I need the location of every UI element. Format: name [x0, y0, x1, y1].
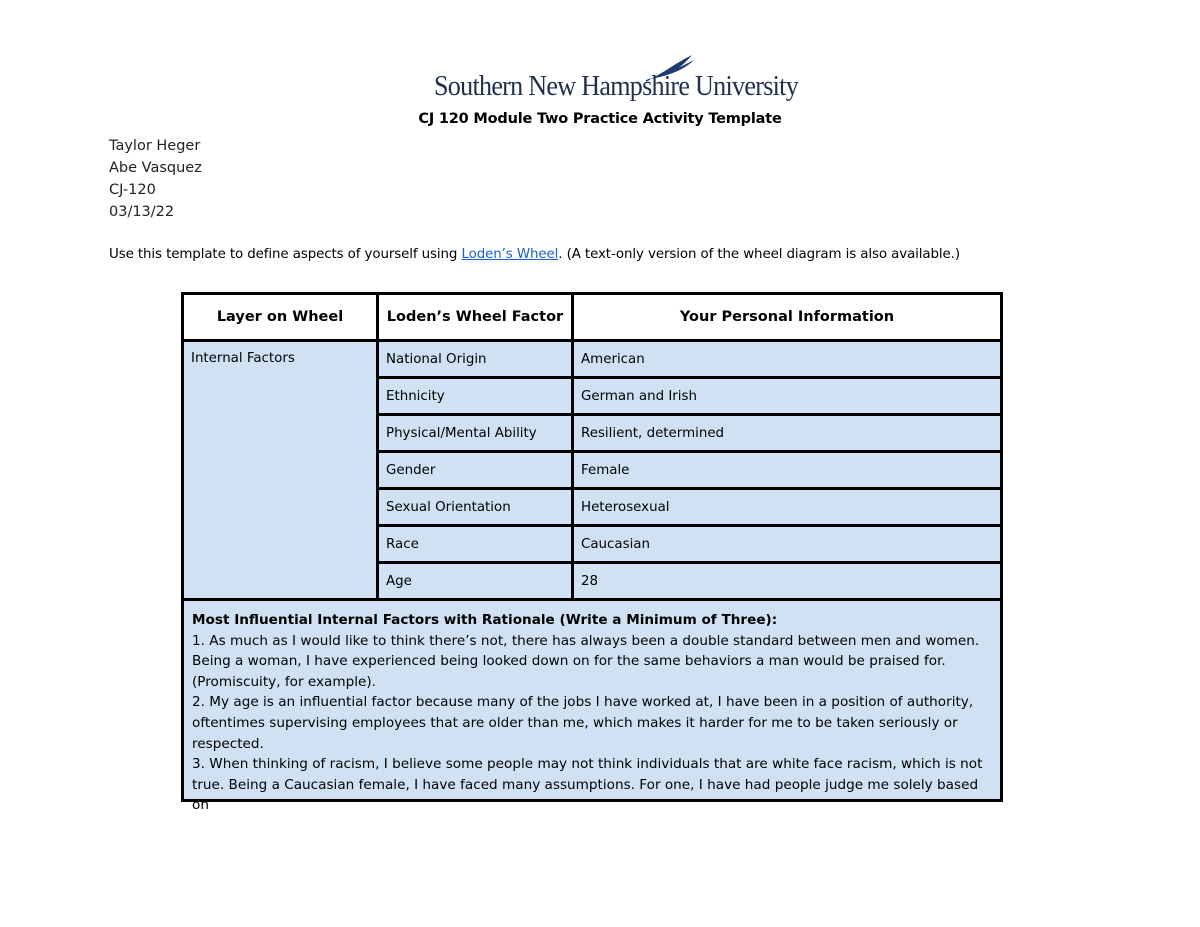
rationale-heading: Most Influential Internal Factors with Rationale (Write a Minimum of Three): — [192, 612, 778, 628]
factor-cell: Gender — [378, 452, 573, 489]
factor-cell: Age — [378, 563, 573, 600]
layer-cell: Internal Factors — [183, 341, 378, 600]
rationale-item-1: 1. As much as I would like to think there’s not, there has always been a double standard between men and women. Being a woman, I have experienced being looked down on for the same behaviors a man would be praised for. (Promiscuity, for example). — [192, 632, 980, 690]
rationale-item-2: 2. My age is an influential factor because many of the jobs I have worked at, I have been in a position of authority, oftentimes supervising employees that are older than me, which makes it harder for me to be taken seriously or respected. — [192, 694, 974, 752]
document-title: CJ 120 Module Two Practice Activity Template — [418, 111, 782, 127]
intro-text-after: . (A text-only version of the wheel diagram is also available.) — [558, 247, 960, 262]
info-cell: Caucasian — [573, 526, 1002, 563]
rationale-item-3: 3. When thinking of racism, I believe some people may not think individuals that are white face racism, which is not true. Being a Caucasian female, I have faced many assumptions. For one, I have had people judge me solely based on — [192, 756, 983, 814]
lodens-wheel-link[interactable]: Loden’s Wheel — [461, 247, 559, 262]
rationale-cell — [183, 600, 1002, 814]
logo-wordmark: Southern New Hampshire University — [434, 70, 799, 102]
author-block — [109, 135, 202, 223]
university-logo — [432, 52, 799, 104]
instructor-name: Abe Vasquez — [109, 160, 202, 176]
factor-cell: National Origin — [378, 341, 573, 378]
student-name: Taylor Heger — [109, 138, 201, 154]
header-factor: Loden’s Wheel Factor — [378, 294, 573, 341]
info-cell: American — [573, 341, 1002, 378]
info-cell: Heterosexual — [573, 489, 1002, 526]
submission-date: 03/13/22 — [109, 204, 175, 220]
rationale-row — [183, 600, 1002, 801]
info-cell: Female — [573, 452, 1002, 489]
header-layer: Layer on Wheel — [183, 294, 378, 341]
intro-paragraph — [109, 247, 960, 262]
factor-cell: Sexual Orientation — [378, 489, 573, 526]
header-personal-info: Your Personal Information — [573, 294, 1002, 341]
table-row — [183, 341, 1002, 378]
factor-cell: Physical/Mental Ability — [378, 415, 573, 452]
info-cell: 28 — [573, 563, 1002, 600]
factor-cell: Race — [378, 526, 573, 563]
factor-cell: Ethnicity — [378, 378, 573, 415]
lodens-wheel-table — [181, 292, 1003, 814]
info-cell: Resilient, determined — [573, 415, 1002, 452]
table-header-row — [183, 294, 1002, 341]
intro-text-before: Use this template to define aspects of yourself using — [109, 247, 462, 262]
course-code: CJ-120 — [109, 182, 156, 198]
rationale-text — [192, 610, 993, 814]
info-cell: German and Irish — [573, 378, 1002, 415]
